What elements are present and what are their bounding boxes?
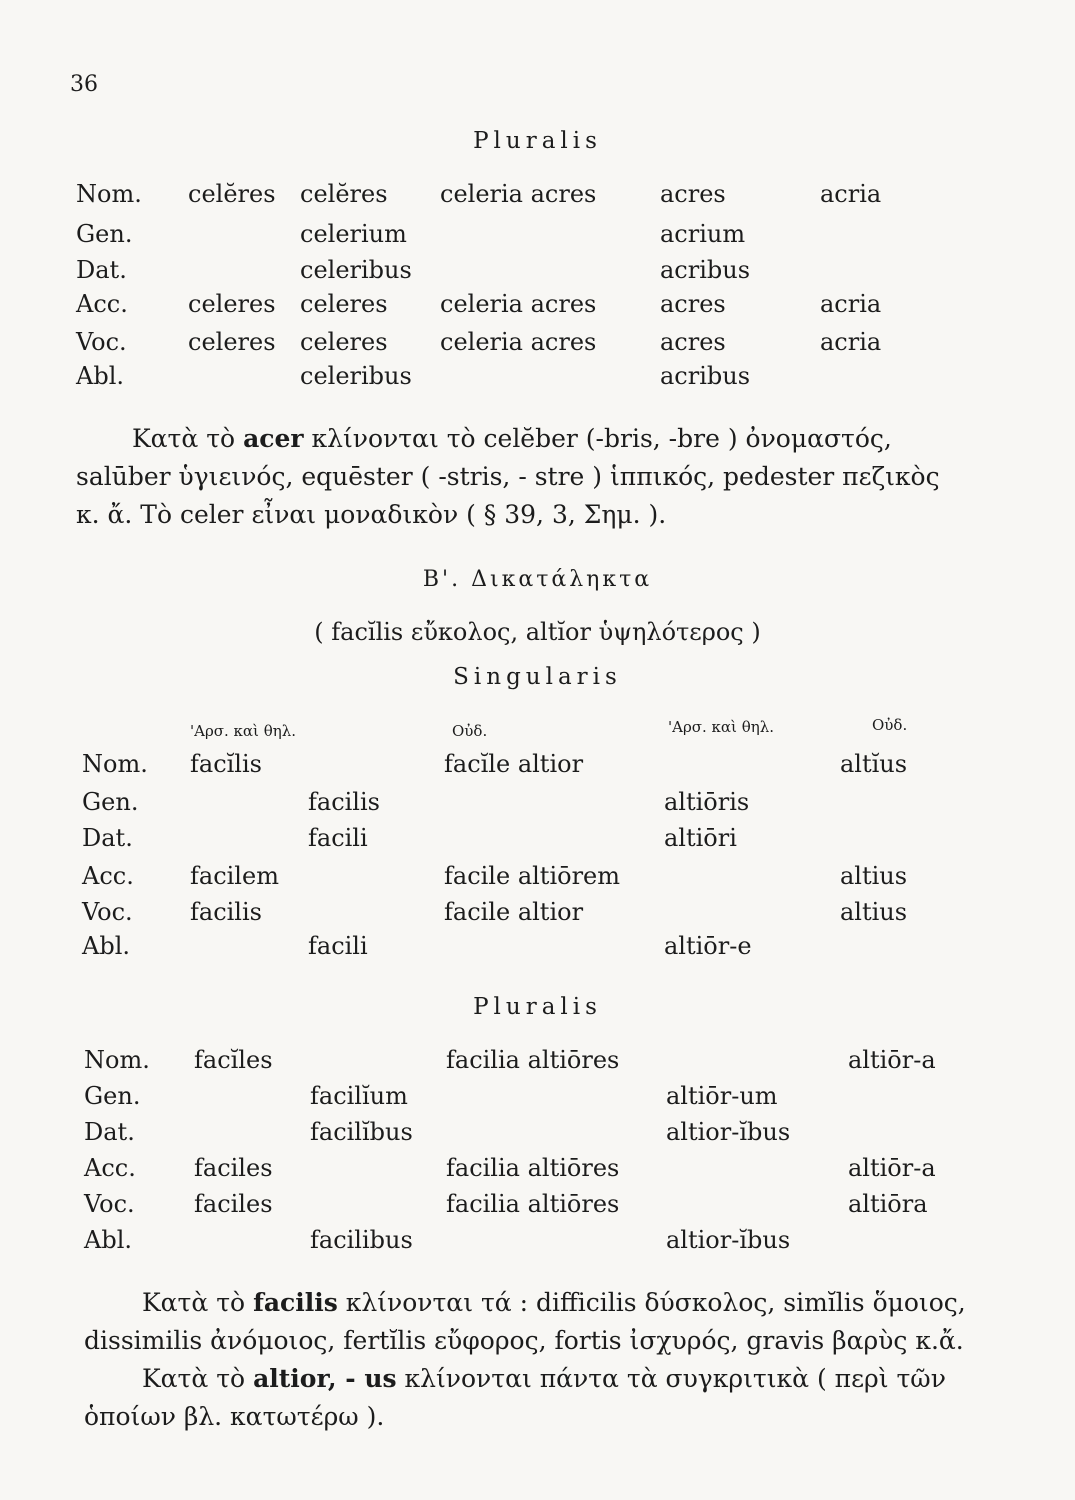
table-row [0,1154,1075,1194]
form-common: facilibus [310,1226,413,1254]
para-line: κ. ἄ. Τὸ celer εἶναι μοναδικὸν ( § 39, 3, Σημ. ). [76,500,667,529]
para-bold-term: acer [243,424,304,453]
form-common-2: acribus [660,256,751,284]
form-masc-fem: faciles [194,1190,273,1218]
form-common: facilĭbus [310,1118,413,1146]
form-common: facilis [308,788,380,816]
para-text: κλίνονται πάντα τὰ συγκριτικὰ ( περὶ τῶν [396,1364,946,1393]
para-text: κλίνονται τὸ celĕber (-bris, -bre ) ὀνομαστός, [303,424,892,453]
form-neut-plus: celeria acres [440,328,597,356]
case-label: Gen. [82,788,139,816]
table-row [0,290,1075,330]
para-bold-term: facilis [253,1288,338,1317]
form-common: facili [308,824,368,852]
case-label: Gen. [84,1082,141,1110]
form-neut-plus: facile altiōrem [444,862,621,890]
para-line [132,424,892,453]
form-common-2: altiōr-e [664,932,752,960]
form-masc-fem: facilem [190,862,279,890]
para-text: Κατὰ τὸ [132,424,244,453]
para-bold-term: altior, - us [253,1364,397,1393]
case-label: Nom. [84,1046,150,1074]
page-number: 36 [70,72,98,97]
form-masc: celĕres [188,180,276,208]
table-row [0,1046,1075,1086]
case-label: Acc. [84,1154,136,1182]
form-masc-fem: facĭles [194,1046,273,1074]
para-text: κλίνονται τά : difficilis δύσκολος, simĭlis ὅμοιος, [337,1288,966,1317]
form-common: celĕres [300,180,388,208]
table-row [0,1118,1075,1158]
table-row [0,932,1075,972]
form-neut-plus: facilia altiōres [446,1190,620,1218]
form-common: celeres [300,290,388,318]
form-common-2: acres [660,290,726,318]
form-common-2: acribus [660,362,751,390]
para-line [142,1288,966,1317]
para-line: salūber ὑγιεινός, equēster ( -stris, - stre ) ἱππικός, pedester πεζικὸς [76,462,940,491]
form-common-2: acrium [660,220,746,248]
header-masc-fem: 'Αρσ. καὶ θηλ. [190,722,296,740]
form-masc: celeres [188,328,276,356]
case-label: Abl. [76,362,124,390]
form-neut-2: altiōra [848,1190,928,1218]
header-neut-2: Οὐδ. [872,716,908,734]
section-title: Β'. Δικατάληκτα [422,567,653,592]
table-row [0,180,1075,220]
form-neut-2: altiōr-a [848,1154,936,1182]
section-subtitle: ( facĭlis εὔκολος, altĭor ὑψηλότερος ) [314,618,761,646]
form-common: celeribus [300,362,412,390]
form-common: celeres [300,328,388,356]
form-neut-2: acria [820,328,882,356]
header-masc-fem-2: 'Αρσ. καὶ θηλ. [668,718,774,736]
form-neut-plus: facilia altiōres [446,1154,620,1182]
table-row [0,862,1075,902]
form-masc-fem: facĭlis [190,750,262,778]
form-neut-plus: facilia altiōres [446,1046,620,1074]
form-neut-plus: celeria acres [440,180,597,208]
form-common-2: altior-ĭbus [666,1226,791,1254]
form-neut-2: altĭus [840,750,908,778]
form-neut-plus: celeria acres [440,290,597,318]
table-row [0,824,1075,864]
form-common-2: altior-ĭbus [666,1118,791,1146]
pluralis-heading-2: Pluralis [473,994,602,1020]
form-common-2: acres [660,180,726,208]
case-label: Dat. [76,256,127,284]
form-common-2: altiōr-um [666,1082,778,1110]
form-common: celerium [300,220,407,248]
para-line [142,1364,946,1393]
table-row [0,1226,1075,1266]
form-neut-2: altiōr-a [848,1046,936,1074]
case-label: Acc. [82,862,134,890]
case-label: Acc. [76,290,128,318]
form-common: celeribus [300,256,412,284]
form-common-2: altiōris [664,788,750,816]
case-label: Dat. [82,824,133,852]
case-label: Voc. [82,898,133,926]
form-common: facilĭum [310,1082,408,1110]
table-row [0,220,1075,260]
table-row [0,1190,1075,1230]
form-neut-2: acria [820,180,882,208]
case-label: Dat. [84,1118,135,1146]
form-masc: celeres [188,290,276,318]
case-label: Voc. [84,1190,135,1218]
table-row [0,362,1075,402]
form-common-2: acres [660,328,726,356]
form-neut-plus: facĭle altior [444,750,584,778]
para-line: dissimilis ἀνόμοιος, fertĭlis εὔφορος, fortis ἰσχυρός, gravis βαρὺς κ.ἄ. [84,1326,964,1355]
table-row [0,788,1075,828]
form-common-2: altiōri [664,824,737,852]
para-line: ὁποίων βλ. κατωτέρω ). [84,1402,385,1431]
form-neut-2: altius [840,862,908,890]
case-label: Voc. [76,328,127,356]
para-text: Κατὰ τὸ [142,1364,254,1393]
form-neut-plus: facile altior [444,898,584,926]
case-label: Nom. [76,180,142,208]
form-masc-fem: facilis [190,898,262,926]
form-common: facili [308,932,368,960]
case-label: Abl. [82,932,130,960]
pluralis-heading: Pluralis [473,128,602,154]
form-neut-2: acria [820,290,882,318]
singularis-heading: Singularis [453,664,622,690]
header-neut: Οὐδ. [452,722,488,740]
table-row [0,750,1075,790]
table-row [0,1082,1075,1122]
case-label: Nom. [82,750,148,778]
form-neut-2: altius [840,898,908,926]
para-text: Κατὰ τὸ [142,1288,254,1317]
case-label: Gen. [76,220,133,248]
form-masc-fem: faciles [194,1154,273,1182]
case-label: Abl. [84,1226,132,1254]
